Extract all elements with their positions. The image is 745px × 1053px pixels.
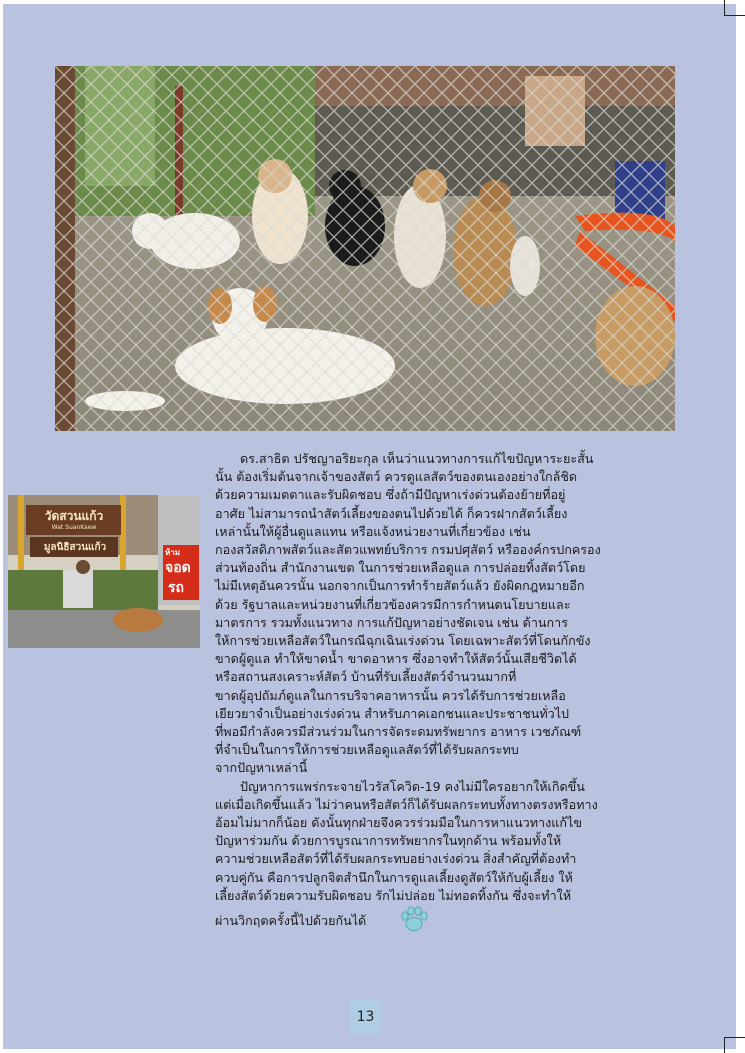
article-paragraph xyxy=(215,778,677,939)
temple-sign-text: วัดสวนแก้ว xyxy=(44,509,104,523)
foundation-sign-text: มูลนิธิสวนแก้ว xyxy=(43,542,107,553)
paw-print-icon xyxy=(374,905,429,938)
article-paragraph-text: ปัญหาการแพร่กระจายไวรัสโควิด-19 คงไม่มีใครอยากให้เกิดขึ้น แต่เมื่อเกิดขึ้นแล้ว ไม่ว่าคนหรือสัตว์ก็ได้รับผลกระทบทั้งทางตรงหรือทาง อ้อมไม่มากก็น้อย ดังนั้นทุกฝ่ายจึงควรร่วมมือในการหาแนวทางแก้ไข ปัญหาร่วมกัน ด้วยการบูรณาการทรัพยากรในทุกด้าน พร้อมทั้งให้ ความช่วยเหลือสัตว์ที่ได้รับผลกระทบอย่างเร่งด่วน สิ่งสำคัญที่ต้องทำ ควบคู่กัน คือการปลูกจิตสำนึกในการดูแลเลี้ยงดูสัตว์ให้กับผู้เลี้ยง ให้ เลี้ยงสัตว์ด้วยความรับผิดชอบ รักไม่ปล่อย ไม่ทอดทิ้งกัน ซึ่งจะทำให้ ผ่านวิกฤตครั้งนี้ไปด้วยกันได้ xyxy=(215,778,598,929)
crop-mark xyxy=(725,15,745,16)
page-number xyxy=(350,1000,381,1034)
article-paragraph: ดร.สาธิต ปรัชญาอริยะกุล เห็นว่าแนวทางการแก้ไขปัญหาระยะสั้น นั้น ต้องเริ่มต้นจากเจ้าของสัตว์ ควรดูแลสัตว์ของตนเองอย่างใกล้ชิด ด้วยความเมตตาและรับผิดชอบ ซึ่งถ้ามีปัญหาเร่งด่วนต้องย้ายที่อยู่ อาศัย ไม่สามารถนำสัตว์เลี้ยงของตนไปด้วยได้ ก็ควรฝากสัตว์เลี้ยง เหล่านั้นให้ผู้อื่นดูแลแทน หรือแจ้งหน่วยงานที่เกี่ยวข้อง เช่น กองสวัสดิภาพสัตว์และสัตวแพทย์บริการ กรมปศุสัตว์ หรือองค์กรปกครอง ส่วนท้องถิ่น สำนักงานเขต ในการช่วยเหลือดูแล การปล่อยทิ้งสัตว์โดย ไม่มีเหตุอันควรนั้น นอกจากเป็นการทำร้ายสัตว์แล้ว ยังผิดกฎหมายอีก ด้วย รัฐบาลและหน่วยงานที่เกี่ยวข้องควรมีการกำหนดนโยบายและ มาตรการ รวมทั้งแนวทาง การแก้ปัญหาอย่างชัดเจน เช่น ด้านการ ให้การช่วยเหลือสัตว์ในกรณีฉุกเฉินเร่งด่วน โดยเฉพาะสัตว์ที่โดนกักขัง ขาดผู้ดูแล ทำให้ขาดน้ำ ขาดอาหาร ซึ่งอาจทำให้สัตว์นั้นเสียชีวิตได้ หรือสถานสงเคราะห์สัตว์ บ้านที่รับเลี้ยงสัตว์จำนวนมากที่ ขาดผู้อุปถัมภ์ดูแลในการบริจาคอาหารนั้น ควรได้รับการช่วยเหลือ เยียวยาจำเป็นอย่างเร่งด่วน สำหรับภาคเอกชนและประชาชนทั่วไป ที่พอมีกำลังควรมีส่วนร่วมในการจัดระดมทรัพยากร อาหาร เวชภัณฑ์ ที่จำเป็นในการให้การช่วยเหลือดูแลสัตว์ที่ได้รับผลกระทบ จากปัญหาเหล่านี้ xyxy=(215,451,601,776)
temple-sign-subtext: Wat SuanKaew xyxy=(51,524,97,531)
temple-sign-photo xyxy=(8,495,200,648)
page-number-text: 13 xyxy=(356,1009,375,1025)
crop-mark xyxy=(724,0,725,16)
crop-mark xyxy=(724,1037,725,1053)
no-parking-sign-text-a: ห้าม xyxy=(165,548,181,557)
no-parking-sign-text-c: รถ xyxy=(168,580,184,596)
no-parking-sign-text-b: จอด xyxy=(165,560,191,576)
crop-mark xyxy=(725,1037,745,1038)
article-body xyxy=(215,450,677,938)
dogs-behind-fence-photo xyxy=(55,66,675,431)
